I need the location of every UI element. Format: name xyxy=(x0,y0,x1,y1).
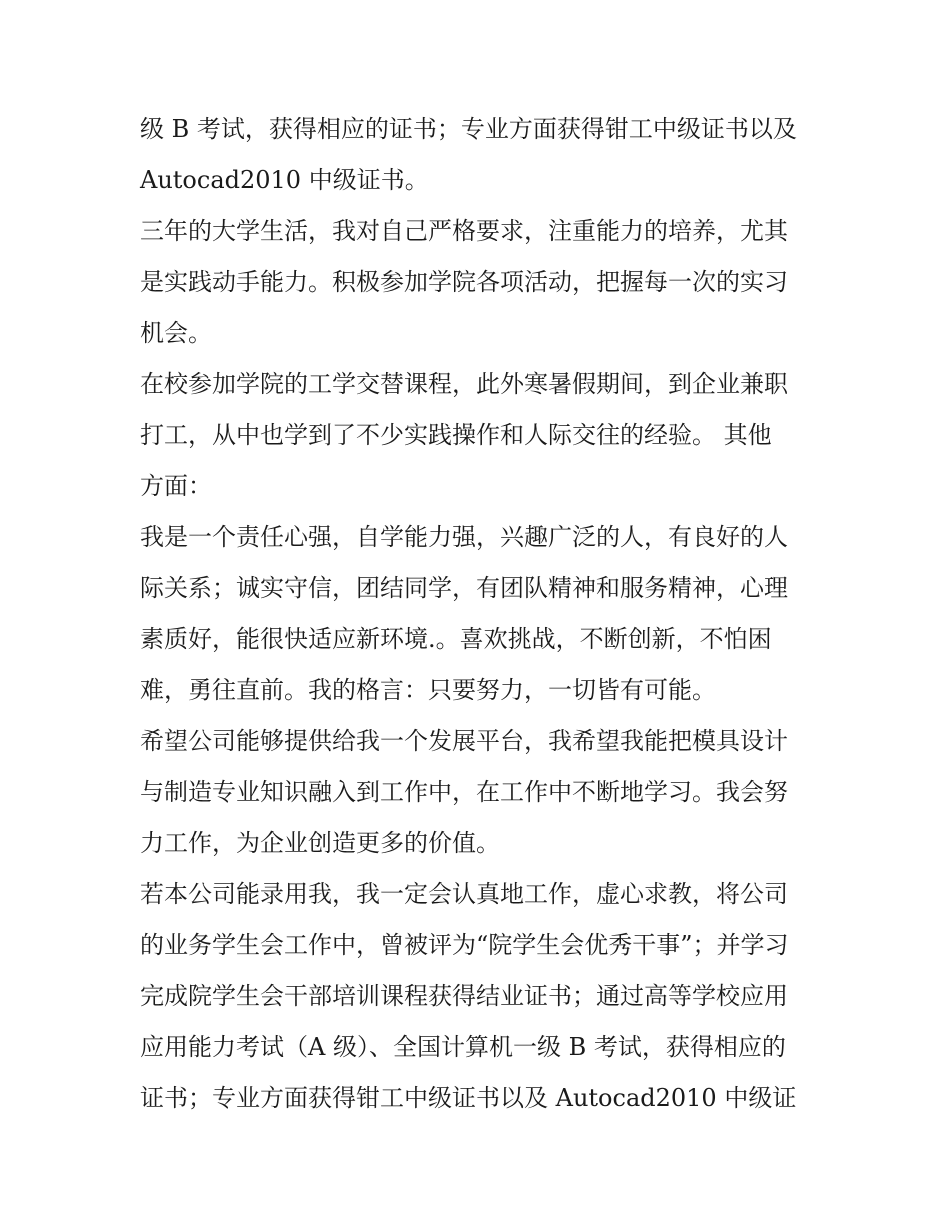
text-line: 应用能力考试（A 级）、全国计算机一级 B 考试，获得相应的 xyxy=(140,1033,786,1061)
paragraph-college-life xyxy=(140,206,820,359)
text-line: 的业务学生会工作中，曾被评为“院学生会优秀干事”；并学习 xyxy=(140,931,789,959)
paragraph-personality xyxy=(140,512,820,716)
text-line: 在校参加学院的工学交替课程，此外寒暑假期间，到企业兼职 xyxy=(140,370,788,398)
text-line: 希望公司能够提供给我一个发展平台，我希望我能把模具设计 xyxy=(140,727,788,755)
text-line: Autocad2010 中级证书。 xyxy=(140,166,429,194)
text-line: 素质好，能很快适应新环境.。喜欢挑战，不断创新，不怕困 xyxy=(140,625,772,653)
text-line: 完成院学生会干部培训课程获得结业证书；通过高等学校应用 xyxy=(140,982,788,1010)
text-line: 我是一个责任心强，自学能力强，兴趣广泛的人，有良好的人 xyxy=(140,523,788,551)
paragraph-hope xyxy=(140,716,820,869)
text-line: 级 B 考试，获得相应的证书；专业方面获得钳工中级证书以及 xyxy=(140,115,797,143)
text-line: 打工，从中也学到了不少实践操作和人际交往的经验。 其他 xyxy=(140,421,772,449)
paragraph-certificates xyxy=(140,104,820,206)
text-line: 是实践动手能力。积极参加学院各项活动，把握每一次的实习 xyxy=(140,268,788,296)
text-line: 难，勇往直前。我的格言：只要努力，一切皆有可能。 xyxy=(140,676,716,704)
text-line: 若本公司能录用我，我一定会认真地工作，虚心求教，将公司 xyxy=(140,880,788,908)
text-line: 力工作，为企业创造更多的价值。 xyxy=(140,829,500,857)
text-line: 际关系；诚实守信，团结同学，有团队精神和服务精神，心理 xyxy=(140,574,788,602)
paragraph-work-study xyxy=(140,359,820,512)
paragraph-closing xyxy=(140,869,820,1124)
text-line: 方面： xyxy=(140,472,212,500)
text-line: 与制造专业知识融入到工作中，在工作中不断地学习。我会努 xyxy=(140,778,788,806)
text-line: 机会。 xyxy=(140,319,212,347)
text-line: 证书；专业方面获得钳工中级证书以及 Autocad2010 中级证 xyxy=(140,1084,797,1112)
text-line: 三年的大学生活，我对自己严格要求，注重能力的培养，尤其 xyxy=(140,217,788,245)
document-body xyxy=(140,104,820,1124)
